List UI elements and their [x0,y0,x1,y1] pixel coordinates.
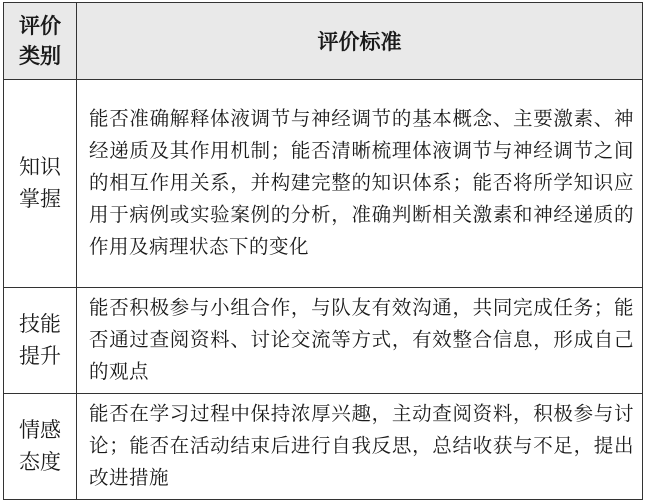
criteria-cell: 能否在学习过程中保持浓厚兴趣，主动查阅资料，积极参与讨论；能否在活动结束后进行自我反思，总结收获与不足，提出改进措施 [77,393,643,499]
header-category [4,3,77,80]
table-row [4,393,643,499]
category-line1: 情感 [19,418,61,443]
table-header-row [4,3,643,80]
header-category-line2: 类别 [19,44,61,69]
table-row [4,287,643,393]
table-row [4,80,643,287]
category-line2: 提升 [19,344,61,369]
category-cell [4,80,77,287]
category-line1: 知识 [19,155,61,180]
category-line1: 技能 [19,312,61,337]
category-cell [4,287,77,393]
evaluation-table-container [3,2,643,500]
header-category-line1: 评价 [19,14,61,39]
category-cell [4,393,77,499]
criteria-cell: 能否积极参与小组合作，与队友有效沟通，共同完成任务；能否通过查阅资料、讨论交流等方式，有效整合信息，形成自己的观点 [77,287,643,393]
evaluation-table [3,2,643,500]
category-line2: 掌握 [19,187,61,212]
header-criteria: 评价标准 [77,3,643,80]
category-line2: 态度 [19,450,61,475]
criteria-cell: 能否准确解释体液调节与神经调节的基本概念、主要激素、神经递质及其作用机制；能否清晰梳理体液调节与神经调节之间的相互作用关系，并构建完整的知识体系；能否将所学知识应用于病例或实验案例的分析，准确判断相关激素和神经递质的作用及病理状态下的变化 [77,80,643,287]
